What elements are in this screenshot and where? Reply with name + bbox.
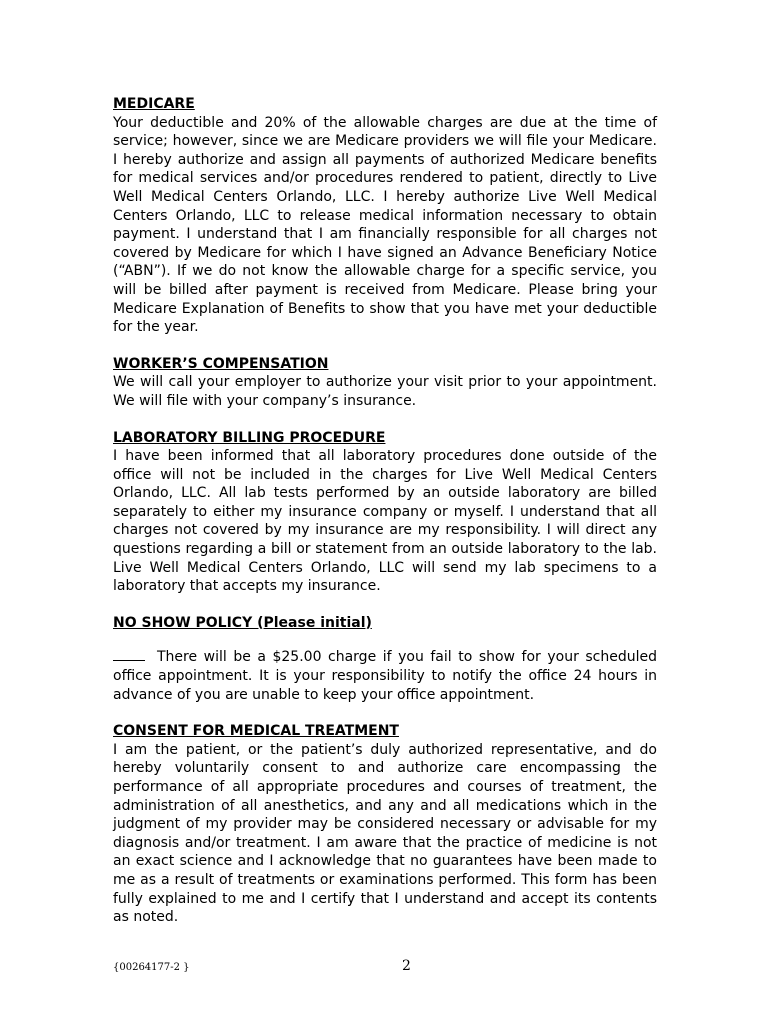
document-code: {00264177-2 } (113, 962, 190, 973)
workers-comp-body: We will call your employer to authorize your visit prior to your appointment. We will file with your company’s insurance. (113, 374, 657, 409)
lab-billing-body: I have been informed that all laboratory procedures done outside of the office will not be included in the charges for Live Well Medical Centers Orlando, LLC. All lab tests performed by an outside laboratory are billed separately to either my insurance company or myself. I understand that all charges not covered by my insurance are my responsibility. I will direct any questions regarding a bill or statement from an outside laboratory to the lab. Live Well Medical Centers Orlando, LLC will send my lab specimens to a laboratory that accepts my insurance. (113, 448, 657, 595)
medicare-heading: MEDICARE (113, 96, 195, 112)
no-show-heading: NO SHOW POLICY (Please initial) (113, 614, 372, 631)
workers-comp-heading: WORKER’S COMPENSATION (113, 355, 329, 372)
lab-billing-section (113, 429, 657, 596)
consent-section (113, 722, 657, 927)
consent-body: I am the patient, or the patient’s duly authorized representative, and do hereby voluntarily consent to and authorize care encompassing the performance of all appropriate procedures and courses of treatment, the administration of all anesthetics, and any and all medications which in the judgment of my provider may be considered necessary or advisable for my diagnosis and/or treatment. I am aware that the practice of medicine is not an exact science and I acknowledge that no guarantees have been made to me as a result of treatments or examinations performed. This form has been fully explained to me and I certify that I understand and accept its contents as noted. (113, 741, 657, 926)
no-show-body: There will be a $25.00 charge if you fail to show for your scheduled office appointment. It is your responsibility to notify the office 24 hours in advance of you are unable to keep your office appointment. (113, 649, 657, 703)
no-show-section (113, 614, 657, 704)
no-show-body-wrap (113, 648, 657, 704)
medicare-section (113, 95, 657, 337)
page-number: 2 (402, 958, 411, 974)
document-page (113, 95, 657, 927)
initial-blank-line (113, 650, 145, 661)
consent-heading: CONSENT FOR MEDICAL TREATMENT (113, 723, 399, 740)
workers-comp-section (113, 355, 657, 411)
medicare-body: Your deductible and 20% of the allowable charges are due at the time of service; however, since we are Medicare providers we will file your Medicare. I hereby authorize and assign all payments of authorized Medicare benefits for medical services and/or procedures rendered to patient, directly to Live Well Medical Centers Orlando, LLC. I hereby authorize Live Well Medical Centers Orlando, LLC to release medical information necessary to obtain payment. I understand that I am financially responsible for all charges not covered by Medicare for which I have signed an Advance Beneficiary Notice (“ABN”). If we do not know the allowable charge for a specific service, you will be billed after payment is received from Medicare. Please bring your Medicare Explanation of Benefits to show that you have met your deductible for the year. (113, 114, 657, 336)
lab-billing-heading: LABORATORY BILLING PROCEDURE (113, 429, 386, 446)
